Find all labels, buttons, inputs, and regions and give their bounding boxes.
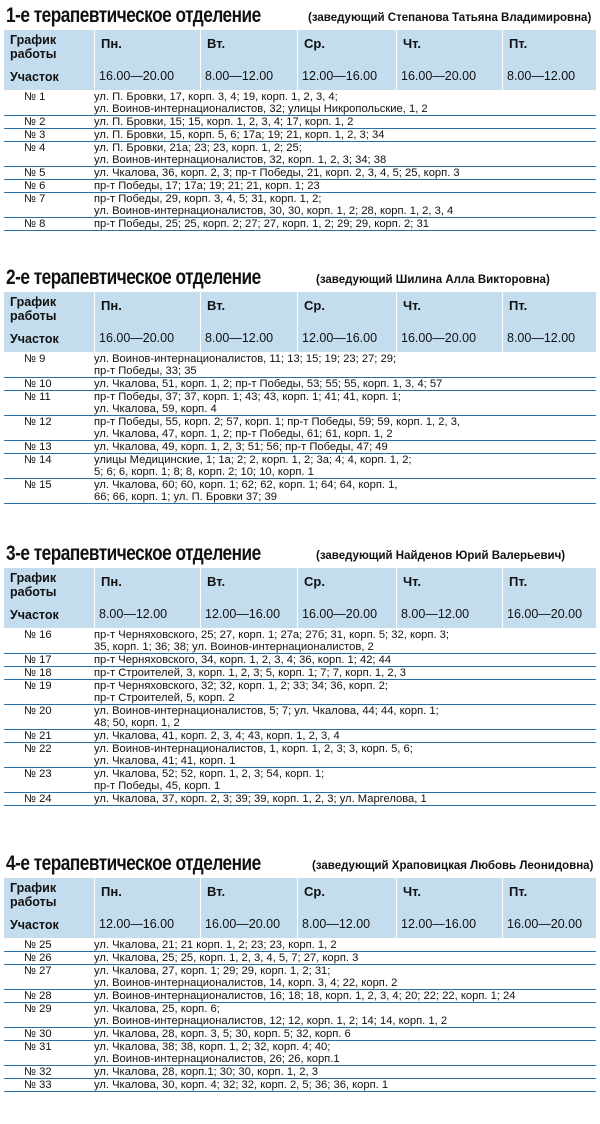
- schedule-label: График работы: [10, 295, 57, 323]
- schedule-day-thu: [396, 568, 502, 628]
- plot-row: [4, 667, 596, 680]
- plot-label: Участок: [10, 70, 59, 84]
- day-label: Ср.: [304, 574, 325, 589]
- plot-addresses: пр-т Черняховского, 25; 27, корп. 1; 27а; 27б; 31, корп. 5; 32, корп. 3; 35, корп. 1; 36; 38; ул. Воинов-интернационалистов, 2: [94, 629, 450, 653]
- plot-addresses: пр-т Победы, 55, корп. 2; 57, корп. 1; пр-т Победы, 59; 59, корп. 1, 2, 3, ул. Чкалова, 47, корп. 1, 2; пр-т Победы, 61; 61, корп. 1, 2: [94, 416, 461, 440]
- schedule-day-fri: [502, 30, 597, 90]
- day-label: Чт.: [403, 574, 421, 589]
- plot-row: [4, 965, 596, 990]
- plot-number: № 21: [24, 730, 52, 742]
- schedule-day-thu: [396, 878, 502, 938]
- department-3: [0, 542, 600, 806]
- day-label: Чт.: [403, 884, 421, 899]
- plot-addresses: пр-т Победы, 29, корп. 3, 4, 5; 31, корп. 1, 2; ул. Воинов-интернационалистов, 30, 30, корп. 1, 2; 28, корп. 1, 2, 3, 4: [94, 193, 454, 217]
- plot-row: [4, 743, 596, 768]
- plot-addresses: пр-т Черняховского, 34, корп. 1, 2, 3, 4; 36, корп. 1; 42; 44: [94, 654, 392, 666]
- day-hours: 12.00—16.00: [99, 917, 175, 931]
- day-label: Пт.: [509, 298, 528, 313]
- plot-addresses: ул. Чкалова, 37, корп. 2, 3; 39; 39, корп. 1, 2, 3; ул. Маргелова, 1: [94, 793, 427, 805]
- day-label: Пт.: [509, 36, 528, 51]
- plot-addresses: ул. Чкалова, 38; 38, корп. 1, 2; 32, корп. 4; 40; ул. Воинов-интернационалистов, 26; 26, корп.1: [94, 1041, 340, 1065]
- plot-addresses: ул. Воинов-интернационалистов, 16; 18; 18, корп. 1, 2, 3, 4; 20; 22; 22, корп. 1; 24: [94, 990, 516, 1002]
- department-name: 4-е терапевтическое отделение: [6, 852, 261, 875]
- plot-row: [4, 167, 596, 180]
- plot-addresses: ул. Чкалова, 36, корп. 2, 3; пр-т Победы, 21, корп. 2, 3, 4, 5; 25, корп. 3: [94, 167, 460, 179]
- schedule-day-tue: [200, 30, 297, 90]
- day-hours: 8.00—12.00: [99, 607, 168, 621]
- plot-number: № 10: [24, 378, 52, 390]
- plot-row: [4, 91, 596, 116]
- schedule-day-tue: [200, 878, 297, 938]
- day-hours: 12.00—16.00: [205, 607, 281, 621]
- plot-number: № 31: [24, 1041, 52, 1053]
- day-label: Чт.: [403, 36, 421, 51]
- day-hours: 12.00—16.00: [302, 331, 378, 345]
- plot-label: Участок: [10, 332, 59, 346]
- department-head: (заведующий Степанова Татьяна Владимировна): [308, 12, 592, 24]
- schedule-day-fri: [502, 878, 597, 938]
- plot-row: [4, 129, 596, 142]
- plot-row: [4, 142, 596, 167]
- plot-addresses: ул. Чкалова, 30, корп. 4; 32; 32, корп. 2, 5; 36; 36, корп. 1: [94, 1079, 389, 1091]
- schedule-label: График работы: [10, 571, 57, 599]
- schedule-day-wed: [297, 30, 396, 90]
- plot-addresses: ул. Воинов-интернационалистов, 1, корп. 1, 2, 3; 3, корп. 5, 6; ул. Чкалова, 41; 41, корп. 1: [94, 743, 413, 767]
- plot-row: [4, 1041, 596, 1066]
- schedule-day-wed: [297, 878, 396, 938]
- plot-number: № 17: [24, 654, 52, 666]
- day-hours: 16.00—20.00: [401, 69, 477, 83]
- plot-row: [4, 441, 596, 454]
- plot-number: № 30: [24, 1028, 52, 1040]
- schedule-band: [4, 568, 596, 628]
- plot-addresses: ул. Чкалова, 21; 21 корп. 1, 2; 23; 23, корп. 1, 2: [94, 939, 337, 951]
- day-hours: 16.00—20.00: [507, 607, 583, 621]
- plot-row: [4, 1003, 596, 1028]
- department-2: [0, 266, 600, 504]
- plot-addresses: ул. Чкалова, 41, корп. 2, 3, 4; 43, корп. 1, 2, 3, 4: [94, 730, 340, 742]
- plot-number: № 1: [24, 91, 46, 103]
- schedule-day-tue: [200, 568, 297, 628]
- day-hours: 16.00—20.00: [507, 917, 583, 931]
- schedule-day-wed: [297, 292, 396, 352]
- day-label: Пн.: [101, 36, 122, 51]
- department-head: (заведующий Найденов Юрий Валерьевич): [316, 550, 566, 562]
- plot-row: [4, 990, 596, 1003]
- plot-number: № 3: [24, 129, 46, 141]
- schedule-band: [4, 30, 596, 90]
- schedule-band: [4, 878, 596, 938]
- schedule-day-fri: [502, 292, 597, 352]
- plot-label: Участок: [10, 918, 59, 932]
- day-label: Ср.: [304, 36, 325, 51]
- plot-label: Участок: [10, 608, 59, 622]
- plot-number: № 4: [24, 142, 46, 154]
- plot-number: № 23: [24, 768, 52, 780]
- plot-row: [4, 218, 596, 231]
- schedule-day-thu: [396, 30, 502, 90]
- plot-number: № 15: [24, 479, 52, 491]
- plot-addresses: пр-т Черняховского, 32; 32, корп. 1, 2; 33; 34; 36, корп. 2; пр-т Строителей, 5, корп. 2: [94, 680, 388, 704]
- day-label: Вт.: [207, 574, 226, 589]
- day-hours: 8.00—12.00: [401, 607, 470, 621]
- plot-list: [4, 629, 596, 806]
- plot-addresses: пр-т Победы, 25; 25, корп. 2; 27; 27, корп. 1, 2; 29; 29, корп. 2; 31: [94, 218, 429, 230]
- day-hours: 12.00—16.00: [302, 69, 378, 83]
- plot-row: [4, 180, 596, 193]
- day-label: Ср.: [304, 298, 325, 313]
- day-hours: 8.00—12.00: [302, 917, 371, 931]
- plot-number: № 19: [24, 680, 52, 692]
- day-hours: 16.00—20.00: [99, 69, 175, 83]
- plot-number: № 16: [24, 629, 52, 641]
- plot-row: [4, 378, 596, 391]
- day-label: Пн.: [101, 574, 122, 589]
- plot-addresses: ул. Чкалова, 60; 60, корп. 1; 62; 62, корп. 1; 64; 64, корп. 1, 66; 66, корп. 1; ул. П. Бровки 37; 39: [94, 479, 398, 503]
- plot-addresses: ул. П. Бровки, 15, корп. 5, 6; 17а; 19; 21, корп. 1, 2, 3; 34: [94, 129, 385, 141]
- schedule-day-tue: [200, 292, 297, 352]
- plot-number: № 28: [24, 990, 52, 1002]
- plot-number: № 25: [24, 939, 52, 951]
- plot-row: [4, 654, 596, 667]
- plot-row: [4, 793, 596, 806]
- day-label: Чт.: [403, 298, 421, 313]
- plot-addresses: ул. Чкалова, 52; 52, корп. 1, 2, 3; 54, корп. 1; пр-т Победы, 45, корп. 1: [94, 768, 325, 792]
- plot-row: [4, 479, 596, 504]
- day-hours: 12.00—16.00: [401, 917, 477, 931]
- plot-row: [4, 1028, 596, 1041]
- plot-addresses: ул. Чкалова, 49, корп. 1, 2, 3; 51; 56; пр-т Победы, 47; 49: [94, 441, 388, 453]
- plot-number: № 18: [24, 667, 52, 679]
- plot-number: № 20: [24, 705, 52, 717]
- plot-list: [4, 353, 596, 504]
- plot-row: [4, 730, 596, 743]
- day-label: Вт.: [207, 298, 226, 313]
- day-hours: 16.00—20.00: [99, 331, 175, 345]
- plot-row: [4, 952, 596, 965]
- day-label: Пт.: [509, 574, 528, 589]
- plot-row: [4, 391, 596, 416]
- plot-row: [4, 116, 596, 129]
- plot-number: № 29: [24, 1003, 52, 1015]
- schedule-day-mon: [94, 568, 197, 628]
- plot-addresses: ул. Чкалова, 51, корп. 1, 2; пр-т Победы, 53; 55; 55, корп. 1, 3, 4; 57: [94, 378, 443, 390]
- day-hours: 8.00—12.00: [507, 331, 576, 345]
- plot-addresses: пр-т Строителей, 3, корп. 1, 2, 3; 5, корп. 1; 7; 7, корп. 1, 2, 3: [94, 667, 407, 679]
- schedule-day-mon: [94, 30, 197, 90]
- day-label: Вт.: [207, 36, 226, 51]
- plot-number: № 5: [24, 167, 46, 179]
- plot-row: [4, 416, 596, 441]
- schedule-band: [4, 292, 596, 352]
- day-hours: 16.00—20.00: [401, 331, 477, 345]
- plot-number: № 11: [24, 391, 51, 403]
- department-title: [0, 4, 600, 30]
- plot-number: № 12: [24, 416, 52, 428]
- plot-number: № 9: [24, 353, 46, 365]
- plot-number: № 26: [24, 952, 52, 964]
- day-label: Вт.: [207, 884, 226, 899]
- day-label: Ср.: [304, 884, 325, 899]
- plot-addresses: пр-т Победы, 37; 37, корп. 1; 43; 43, корп. 1; 41; 41, корп. 1; ул. Чкалова, 59, корп. 4: [94, 391, 401, 415]
- schedule-day-wed: [297, 568, 396, 628]
- schedule-label: График работы: [10, 881, 57, 909]
- schedule-day-mon: [94, 878, 197, 938]
- plot-addresses: ул. Чкалова, 27, корп. 1; 29; 29, корп. 1, 2; 31; ул. Воинов-интернационалистов, 14, корп. 3, 4; 22, корп. 2: [94, 965, 398, 989]
- plot-addresses: ул. П. Бровки, 17, корп. 3, 4; 19, корп. 1, 2, 3, 4; ул. Воинов-интернационалистов, 32; улицы Никропольские, 1, 2: [94, 91, 428, 115]
- plot-list: [4, 939, 596, 1092]
- plot-number: № 32: [24, 1066, 52, 1078]
- plot-number: № 7: [24, 193, 46, 205]
- department-title: [0, 542, 600, 568]
- plot-row: [4, 939, 596, 952]
- plot-row: [4, 705, 596, 730]
- plot-list: [4, 91, 596, 231]
- day-label: Пн.: [101, 298, 122, 313]
- plot-row: [4, 680, 596, 705]
- plot-row: [4, 1066, 596, 1079]
- plot-number: № 24: [24, 793, 52, 805]
- plot-addresses: ул. Воинов-интернационалистов, 11; 13; 15; 19; 23; 27; 29; пр-т Победы, 33; 35: [94, 353, 397, 377]
- plot-number: № 22: [24, 743, 52, 755]
- department-head: (заведующий Храповицкая Любовь Леонидовна): [312, 860, 594, 872]
- plot-addresses: ул. П. Бровки, 21а; 23; 23, корп. 1, 2; 25; ул. Воинов-интернационалистов, 32, корп. 1, 2, 3; 34; 38: [94, 142, 387, 166]
- plot-row: [4, 1079, 596, 1092]
- plot-row: [4, 629, 596, 654]
- schedule-day-fri: [502, 568, 597, 628]
- plot-addresses: ул. Чкалова, 28, корп. 3, 5; 30, корп. 5; 32, корп. 6: [94, 1028, 351, 1040]
- day-hours: 8.00—12.00: [507, 69, 576, 83]
- day-hours: 8.00—12.00: [205, 331, 274, 345]
- day-label: Пн.: [101, 884, 122, 899]
- department-4: [0, 852, 600, 1092]
- department-name: 3-е терапевтическое отделение: [6, 542, 261, 565]
- plot-addresses: ул. Чкалова, 28, корп.1; 30; 30, корп. 1, 2, 3: [94, 1066, 318, 1078]
- department-head: (заведующий Шилина Алла Викторовна): [316, 274, 550, 286]
- plot-number: № 33: [24, 1079, 52, 1091]
- plot-row: [4, 193, 596, 218]
- plot-number: № 6: [24, 180, 46, 192]
- schedule-day-mon: [94, 292, 197, 352]
- day-label: Пт.: [509, 884, 528, 899]
- department-1: [0, 4, 600, 231]
- plot-number: № 27: [24, 965, 52, 977]
- plot-addresses: ул. П. Бровки, 15; 15, корп. 1, 2, 3, 4; 17, корп. 1, 2: [94, 116, 354, 128]
- plot-number: № 14: [24, 454, 52, 466]
- plot-addresses: ул. Воинов-интернационалистов, 5; 7; ул. Чкалова, 44; 44, корп. 1; 48; 50, корп. 1, 2: [94, 705, 439, 729]
- department-title: [0, 266, 600, 292]
- plot-row: [4, 768, 596, 793]
- plot-addresses: ул. Чкалова, 25; 25, корп. 1, 2, 3, 4, 5, 7; 27, корп. 3: [94, 952, 359, 964]
- day-hours: 8.00—12.00: [205, 69, 274, 83]
- day-hours: 16.00—20.00: [302, 607, 378, 621]
- plot-number: № 8: [24, 218, 46, 230]
- schedule-day-thu: [396, 292, 502, 352]
- department-title: [0, 852, 600, 878]
- plot-row: [4, 353, 596, 378]
- plot-row: [4, 454, 596, 479]
- department-name: 2-е терапевтическое отделение: [6, 266, 261, 289]
- plot-addresses: ул. Чкалова, 25, корп. 6; ул. Воинов-интернационалистов, 12; 12, корп. 1, 2; 14; 14, корп. 1, 2: [94, 1003, 448, 1027]
- day-hours: 16.00—20.00: [205, 917, 281, 931]
- plot-number: № 13: [24, 441, 52, 453]
- plot-number: № 2: [24, 116, 46, 128]
- schedule-label: График работы: [10, 33, 57, 61]
- plot-addresses: пр-т Победы, 17; 17а; 19; 21; 21, корп. 1; 23: [94, 180, 320, 192]
- plot-addresses: улицы Медицинские, 1; 1а; 2; 2, корп. 1, 2; 3а; 4; 4, корп. 1, 2; 5; 6; 6, корп. 1; 8; 8, корп. 2; 10; 10, корп. 1: [94, 454, 412, 478]
- department-name: 1-е терапевтическое отделение: [6, 4, 261, 27]
